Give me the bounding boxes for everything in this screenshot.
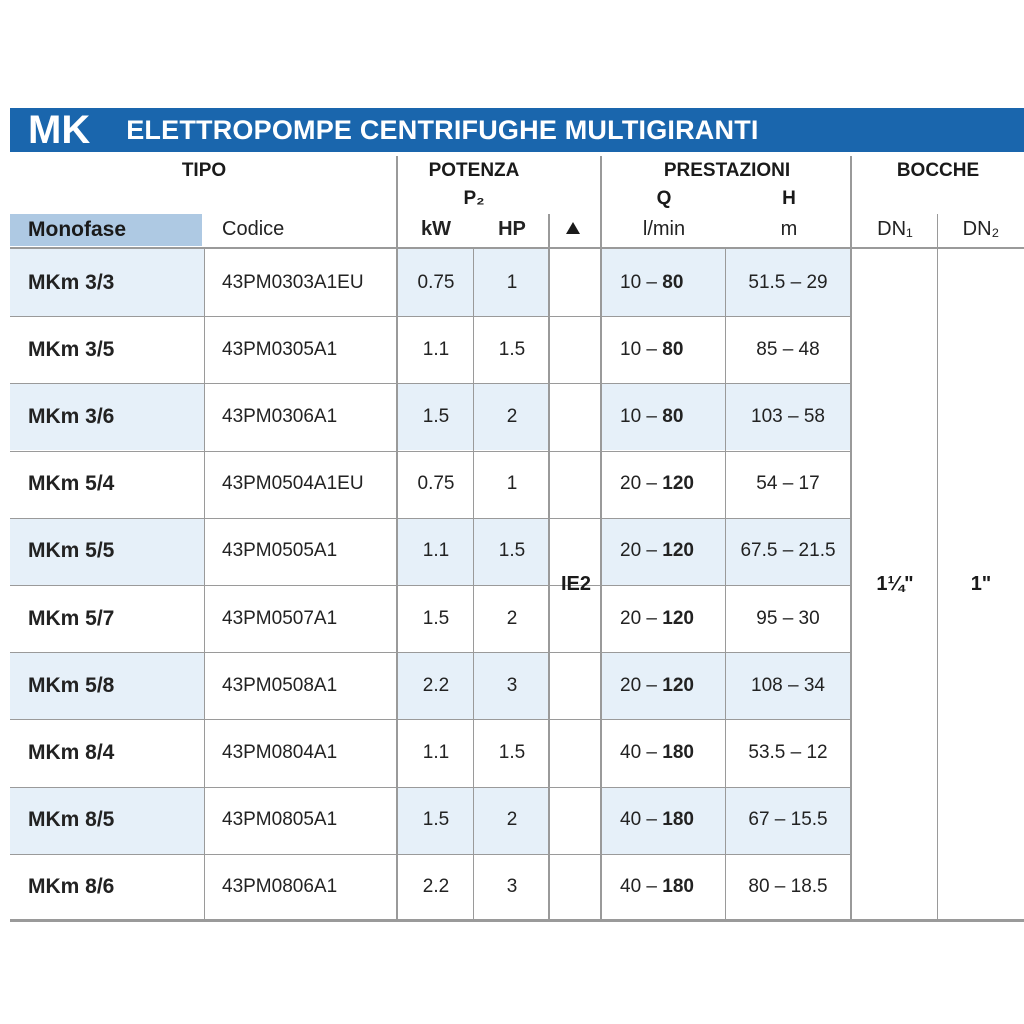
flow-max: 80 [662,338,684,360]
product-code: 43PM0305A1 [222,338,338,360]
head-range: 108 – 34 [751,674,825,696]
title-code: MK [28,107,91,152]
header-h: H [782,188,796,209]
power-hp: 1 [506,271,518,293]
header-potenza: POTENZA [428,160,520,181]
power-kw: 1.1 [422,540,450,562]
model-name: MKm 3/6 [28,404,115,428]
subheader-dn1: DN₁ [877,218,913,240]
power-kw: 2.2 [422,876,450,898]
grid-line [204,248,205,920]
flow-max: 80 [662,405,684,427]
power-kw: 2.2 [422,674,450,696]
subheader-h-unit: m [780,218,798,240]
subheader-codice: Codice [222,218,285,240]
head-range: 85 – 48 [756,338,820,360]
product-code: 43PM0505A1 [222,540,338,562]
model-name: MKm 8/5 [28,808,115,832]
flow-range [604,719,726,786]
product-code: 43PM0306A1 [222,405,338,427]
flow-max: 120 [662,674,694,696]
power-hp: 1 [506,473,518,495]
grid-line [937,214,938,920]
power-hp: 1.5 [498,338,526,360]
grid-line [10,919,1024,922]
grid-line [10,518,850,519]
header-tipo: TIPO [181,160,227,181]
subheader-monofase: Monofase [10,214,202,246]
model-name: MKm 5/5 [28,539,115,563]
grid-line [850,156,852,920]
flow-min: 20 – [620,607,663,629]
grid-line [10,854,850,855]
product-code: 43PM0507A1 [222,607,338,629]
head-range: 67.5 – 21.5 [740,540,836,562]
flow-max: 120 [662,607,694,629]
head-range: 51.5 – 29 [748,271,828,293]
head-range: 67 – 15.5 [748,809,828,831]
flow-min: 20 – [620,473,663,495]
model-name: MKm 8/6 [28,875,115,899]
grid-line [548,214,550,920]
flow-range [604,652,726,719]
flow-max: 120 [662,540,694,562]
power-hp: 3 [506,674,518,696]
grid-line [10,247,1024,249]
power-hp: 1.5 [498,540,526,562]
product-code: 43PM0504A1EU [222,473,364,495]
model-name: MKm 3/5 [28,337,115,361]
flow-min: 10 – [620,271,663,293]
subheader-q-unit: l/min [642,218,686,240]
flow-min: 40 – [620,741,663,763]
subheader-kw: kW [421,218,451,240]
flow-max: 180 [662,809,694,831]
grid-line [725,248,726,920]
model-name: MKm 5/4 [28,472,115,496]
model-name: MKm 3/3 [28,270,115,294]
flow-range [604,518,726,585]
power-hp: 3 [506,876,518,898]
flow-min: 10 – [620,338,663,360]
subheader-hp: HP [498,218,526,240]
title-bar [10,108,1024,152]
grid-line [600,156,602,920]
flow-range [604,451,726,518]
flow-range [604,249,726,316]
power-kw: 0.75 [417,473,455,495]
efficiency-class: IE2 [560,572,592,595]
flow-min: 40 – [620,876,663,898]
flow-range [604,316,726,383]
header-prestazioni: PRESTAZIONI [663,160,791,181]
product-code: 43PM0805A1 [222,809,338,831]
grid-line [10,316,850,317]
power-hp: 1.5 [498,741,526,763]
power-kw: 1.5 [422,809,450,831]
triangle-up-icon [566,222,580,234]
grid-line [10,451,850,452]
flow-max: 80 [662,271,684,293]
flow-max: 180 [662,876,694,898]
power-hp: 2 [506,809,518,831]
power-kw: 0.75 [417,271,455,293]
flow-min: 10 – [620,405,663,427]
product-code: 43PM0806A1 [222,876,338,898]
grid-line [10,719,850,720]
head-range: 103 – 58 [751,405,825,427]
flow-min: 40 – [620,809,663,831]
header-q: Q [656,188,672,209]
product-code: 43PM0508A1 [222,674,338,696]
grid-line [10,383,850,384]
power-kw: 1.1 [422,741,450,763]
header-bocche: BOCCHE [896,160,980,181]
product-code: 43PM0303A1EU [222,271,364,293]
flow-min: 20 – [620,674,663,696]
power-kw: 1.5 [422,607,450,629]
model-name: MKm 5/7 [28,606,115,630]
flow-range [604,787,726,854]
header-p2: P₂ [463,188,485,209]
title-text: ELETTROPOMPE CENTRIFUGHE MULTIGIRANTI [126,114,759,145]
grid-line [10,585,850,586]
power-kw: 1.5 [422,405,450,427]
flow-range [604,585,726,652]
head-range: 95 – 30 [756,607,820,629]
dn1-value: 1¼" [876,572,914,595]
model-name: MKm 5/8 [28,673,115,697]
grid-line [396,156,398,920]
model-name: MKm 8/4 [28,740,115,764]
head-range: 54 – 17 [756,473,820,495]
subheader-dn2: DN₂ [962,218,1000,240]
power-hp: 2 [506,405,518,427]
flow-max: 180 [662,741,694,763]
head-range: 80 – 18.5 [748,876,828,898]
power-kw: 1.1 [422,338,450,360]
product-code: 43PM0804A1 [222,741,338,763]
grid-line [473,248,474,920]
flow-range [604,854,726,921]
grid-line [10,787,850,788]
flow-min: 20 – [620,540,663,562]
dn2-value: 1" [970,572,992,595]
flow-max: 120 [662,473,694,495]
flow-range [604,383,726,450]
head-range: 53.5 – 12 [748,741,828,763]
power-hp: 2 [506,607,518,629]
grid-line [10,652,850,653]
